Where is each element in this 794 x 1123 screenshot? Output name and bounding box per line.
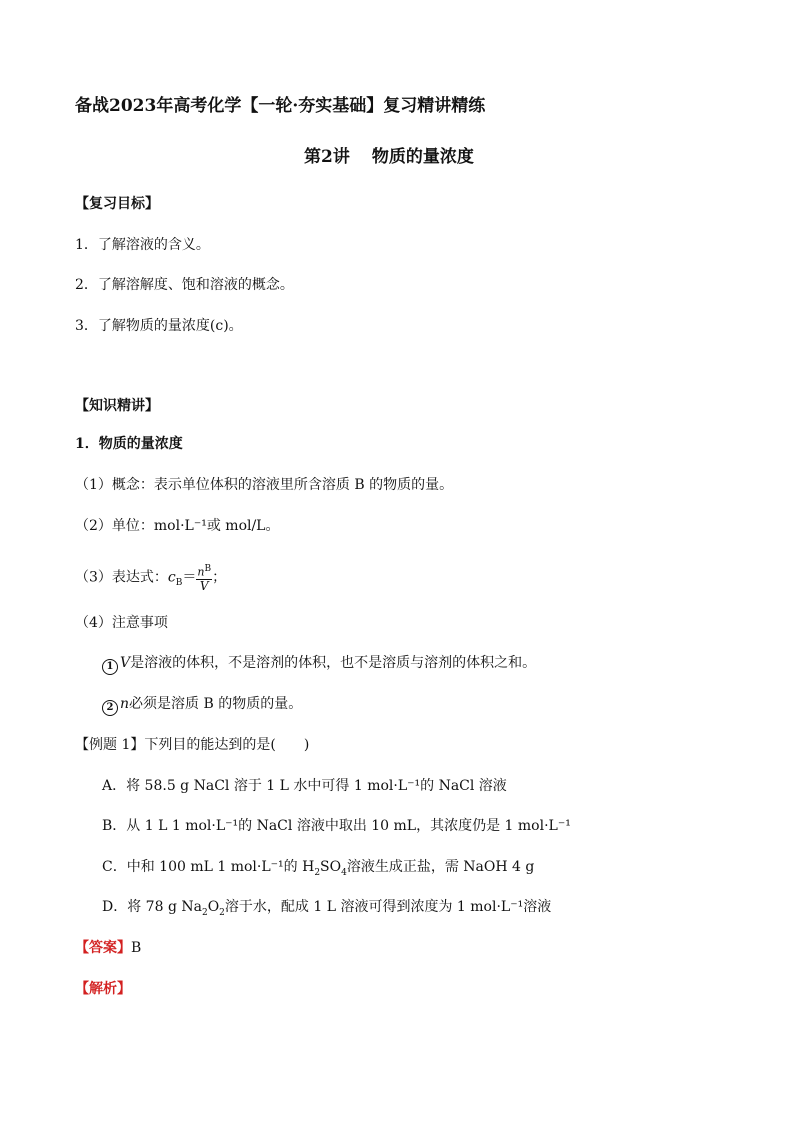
option-c: C．中和 100 mL 1 mol·L⁻¹的 $H_2SO_4$溶液生成正盐，需 NaOH 4 g: [102, 859, 535, 878]
circled-number-1: 1: [102, 659, 118, 675]
example-question: [75, 735, 309, 755]
answer-line: [75, 938, 141, 958]
formula-numerator: $n^B$: [197, 564, 212, 579]
goal-item-3: 3．了解物质的量浓度(c)。: [75, 318, 243, 334]
document-title: 备战2023年高考化学【一轮·夯实基础】复习精讲精练: [75, 96, 486, 116]
formula-denominator: V: [199, 578, 209, 593]
option-d: D．将 78 g $Na_2O_2$溶于水，配成 1 L 溶液可得到浓度为 1 mol·L⁻¹溶液: [102, 899, 552, 918]
answer-label: 【答案】: [75, 940, 131, 956]
note-2: [102, 694, 302, 716]
note-1-var: V: [120, 655, 131, 671]
unit-paragraph: （2）单位：mol·L⁻¹或 mol/L。: [75, 518, 280, 534]
goal-item-2: 2．了解溶解度、饱和溶液的概念。: [75, 277, 294, 293]
note-2-var: n: [120, 696, 130, 712]
note-1-text: 是溶液的体积，不是溶剂的体积，也不是溶质与溶剂的体积之和。: [130, 655, 537, 671]
goals-heading: 【复习目标】: [75, 196, 159, 212]
notes-heading: （4）注意事项: [75, 615, 168, 631]
formula-lhs: c: [167, 569, 176, 586]
formula-prefix: （3）表达式：: [75, 569, 168, 586]
note-2-text: 必须是溶质 B 的物质的量。: [129, 696, 303, 712]
section-title-1: 1．物质的量浓度: [75, 436, 183, 452]
example-question-text: 下列目的能达到的是( ): [144, 737, 310, 753]
formula-equals: ＝: [182, 569, 197, 586]
answer-value: B: [131, 940, 142, 956]
formula-lhs-sub: B: [175, 578, 183, 589]
lecture-heading: [304, 147, 474, 167]
formula-fraction: [196, 563, 212, 592]
circled-number-2: 2: [102, 700, 118, 716]
note-1: [102, 653, 536, 675]
formula-end: ；: [212, 569, 227, 586]
option-a: A．将 58.5 g NaCl 溶于 1 L 水中可得 1 mol·L⁻¹的 NaCl 溶液: [102, 778, 507, 794]
analysis-label: 【解析】: [75, 981, 131, 997]
knowledge-heading: 【知识精讲】: [75, 398, 159, 414]
formula-paragraph: [75, 563, 226, 593]
option-b: B．从 1 L 1 mol·L⁻¹的 NaCl 溶液中取出 10 mL，其浓度仍是 1 mol·L⁻¹: [102, 818, 571, 834]
goal-item-1: 1．了解溶液的含义。: [75, 237, 210, 253]
lecture-number: 第2讲: [304, 147, 350, 167]
lecture-topic: 物质的量浓度: [371, 147, 474, 167]
example-label: 【例题 1】: [75, 737, 145, 753]
concept-paragraph: （1）概念：表示单位体积的溶液里所含溶质 B 的物质的量。: [75, 477, 454, 493]
